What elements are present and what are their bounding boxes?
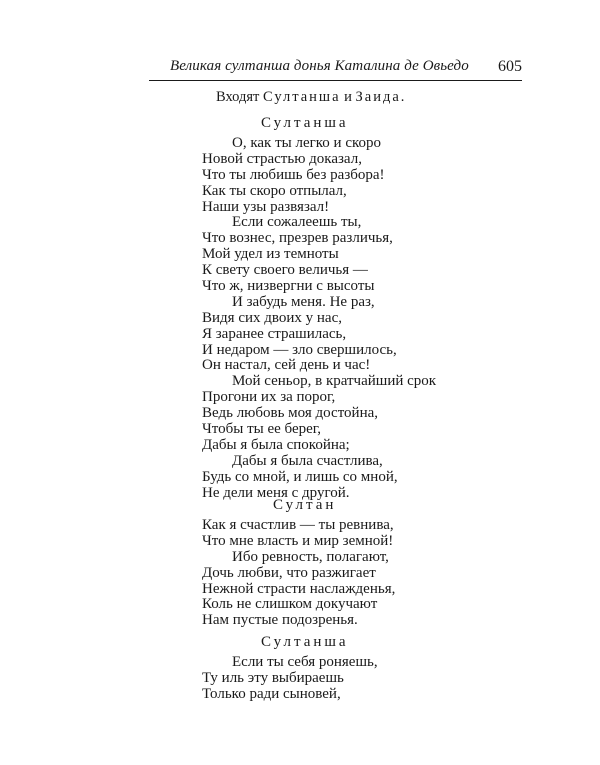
verse-line: Коль не слишком докучают <box>202 596 378 613</box>
verse-line: Мой удел из темноты <box>202 246 339 263</box>
verse-block <box>202 136 436 501</box>
verse-line: Он настал, сей день и час! <box>202 357 371 374</box>
verse-line: Прогони их за порог, <box>202 389 336 406</box>
speaker-name: Султан <box>273 497 337 513</box>
verse-line: Дабы я была счастлива, <box>232 452 383 469</box>
verse-line: Новой страстью доказал, <box>202 150 362 167</box>
verse-block <box>202 518 395 629</box>
verse-line: Дочь любви, что разжигает <box>202 564 376 581</box>
verse-line: Как ты скоро отпылал, <box>202 182 347 199</box>
page-number: 605 <box>498 58 522 75</box>
verse-line: Ибо ревность, полагают, <box>232 548 389 565</box>
verse-line: Чтобы ты ее берег, <box>202 421 321 438</box>
header-rule <box>149 80 522 81</box>
stage-direction-prefix: Входят <box>216 89 260 105</box>
verse-line: Я заранее страшилась, <box>202 325 347 342</box>
verse-line: Что ты любишь без разбора! <box>202 166 385 183</box>
verse-line: Дабы я была спокойна; <box>202 436 350 453</box>
verse-line: Будь со мной, и лишь со мной, <box>202 468 398 485</box>
verse-line: О, как ты легко и скоро <box>232 135 382 151</box>
verse-line: К свету своего величья — <box>202 262 368 279</box>
verse-line: И забудь меня. Не раз, <box>232 293 375 310</box>
verse-line: Ту иль эту выбираешь <box>202 669 344 686</box>
verse-line: Если ты себя роняешь, <box>232 654 378 670</box>
stage-direction <box>216 89 406 106</box>
verse-line: Что вознес, презрев различья, <box>202 230 393 247</box>
verse-line: Только ради сыновей, <box>202 685 341 702</box>
stage-direction-sultana: Султанша <box>263 89 341 105</box>
verse-line: Мой сеньор, в кратчайший срок <box>232 373 437 390</box>
verse-line: Нам пустые подозренья. <box>202 612 358 629</box>
verse-line: Видя сих двоих у нас, <box>202 309 342 326</box>
verse-line: Не дели меня с другой. <box>202 484 350 501</box>
verse-line: Что ж, низвергни с высоты <box>202 278 375 295</box>
verse-line: Если сожалеешь ты, <box>232 214 362 231</box>
speaker-name: Султанша <box>261 115 349 131</box>
verse-line: Нежной страсти наслажденья, <box>202 580 396 597</box>
verse-block <box>202 655 378 703</box>
running-title: Великая султанша донья Каталина де Овьедо <box>170 58 469 74</box>
verse-line: Наши узы развязал! <box>202 198 330 215</box>
stage-direction-conj: и <box>344 89 352 105</box>
stage-direction-zaida: Заида. <box>355 89 407 105</box>
speaker-name: Султанша <box>261 634 349 650</box>
verse-line: Как я счастлив — ты ревнива, <box>202 517 394 533</box>
verse-line: Что мне власть и мир земной! <box>202 532 394 549</box>
verse-line: Ведь любовь моя достойна, <box>202 405 379 422</box>
verse-line: И недаром — зло свершилось, <box>202 341 397 358</box>
running-head <box>170 58 522 80</box>
